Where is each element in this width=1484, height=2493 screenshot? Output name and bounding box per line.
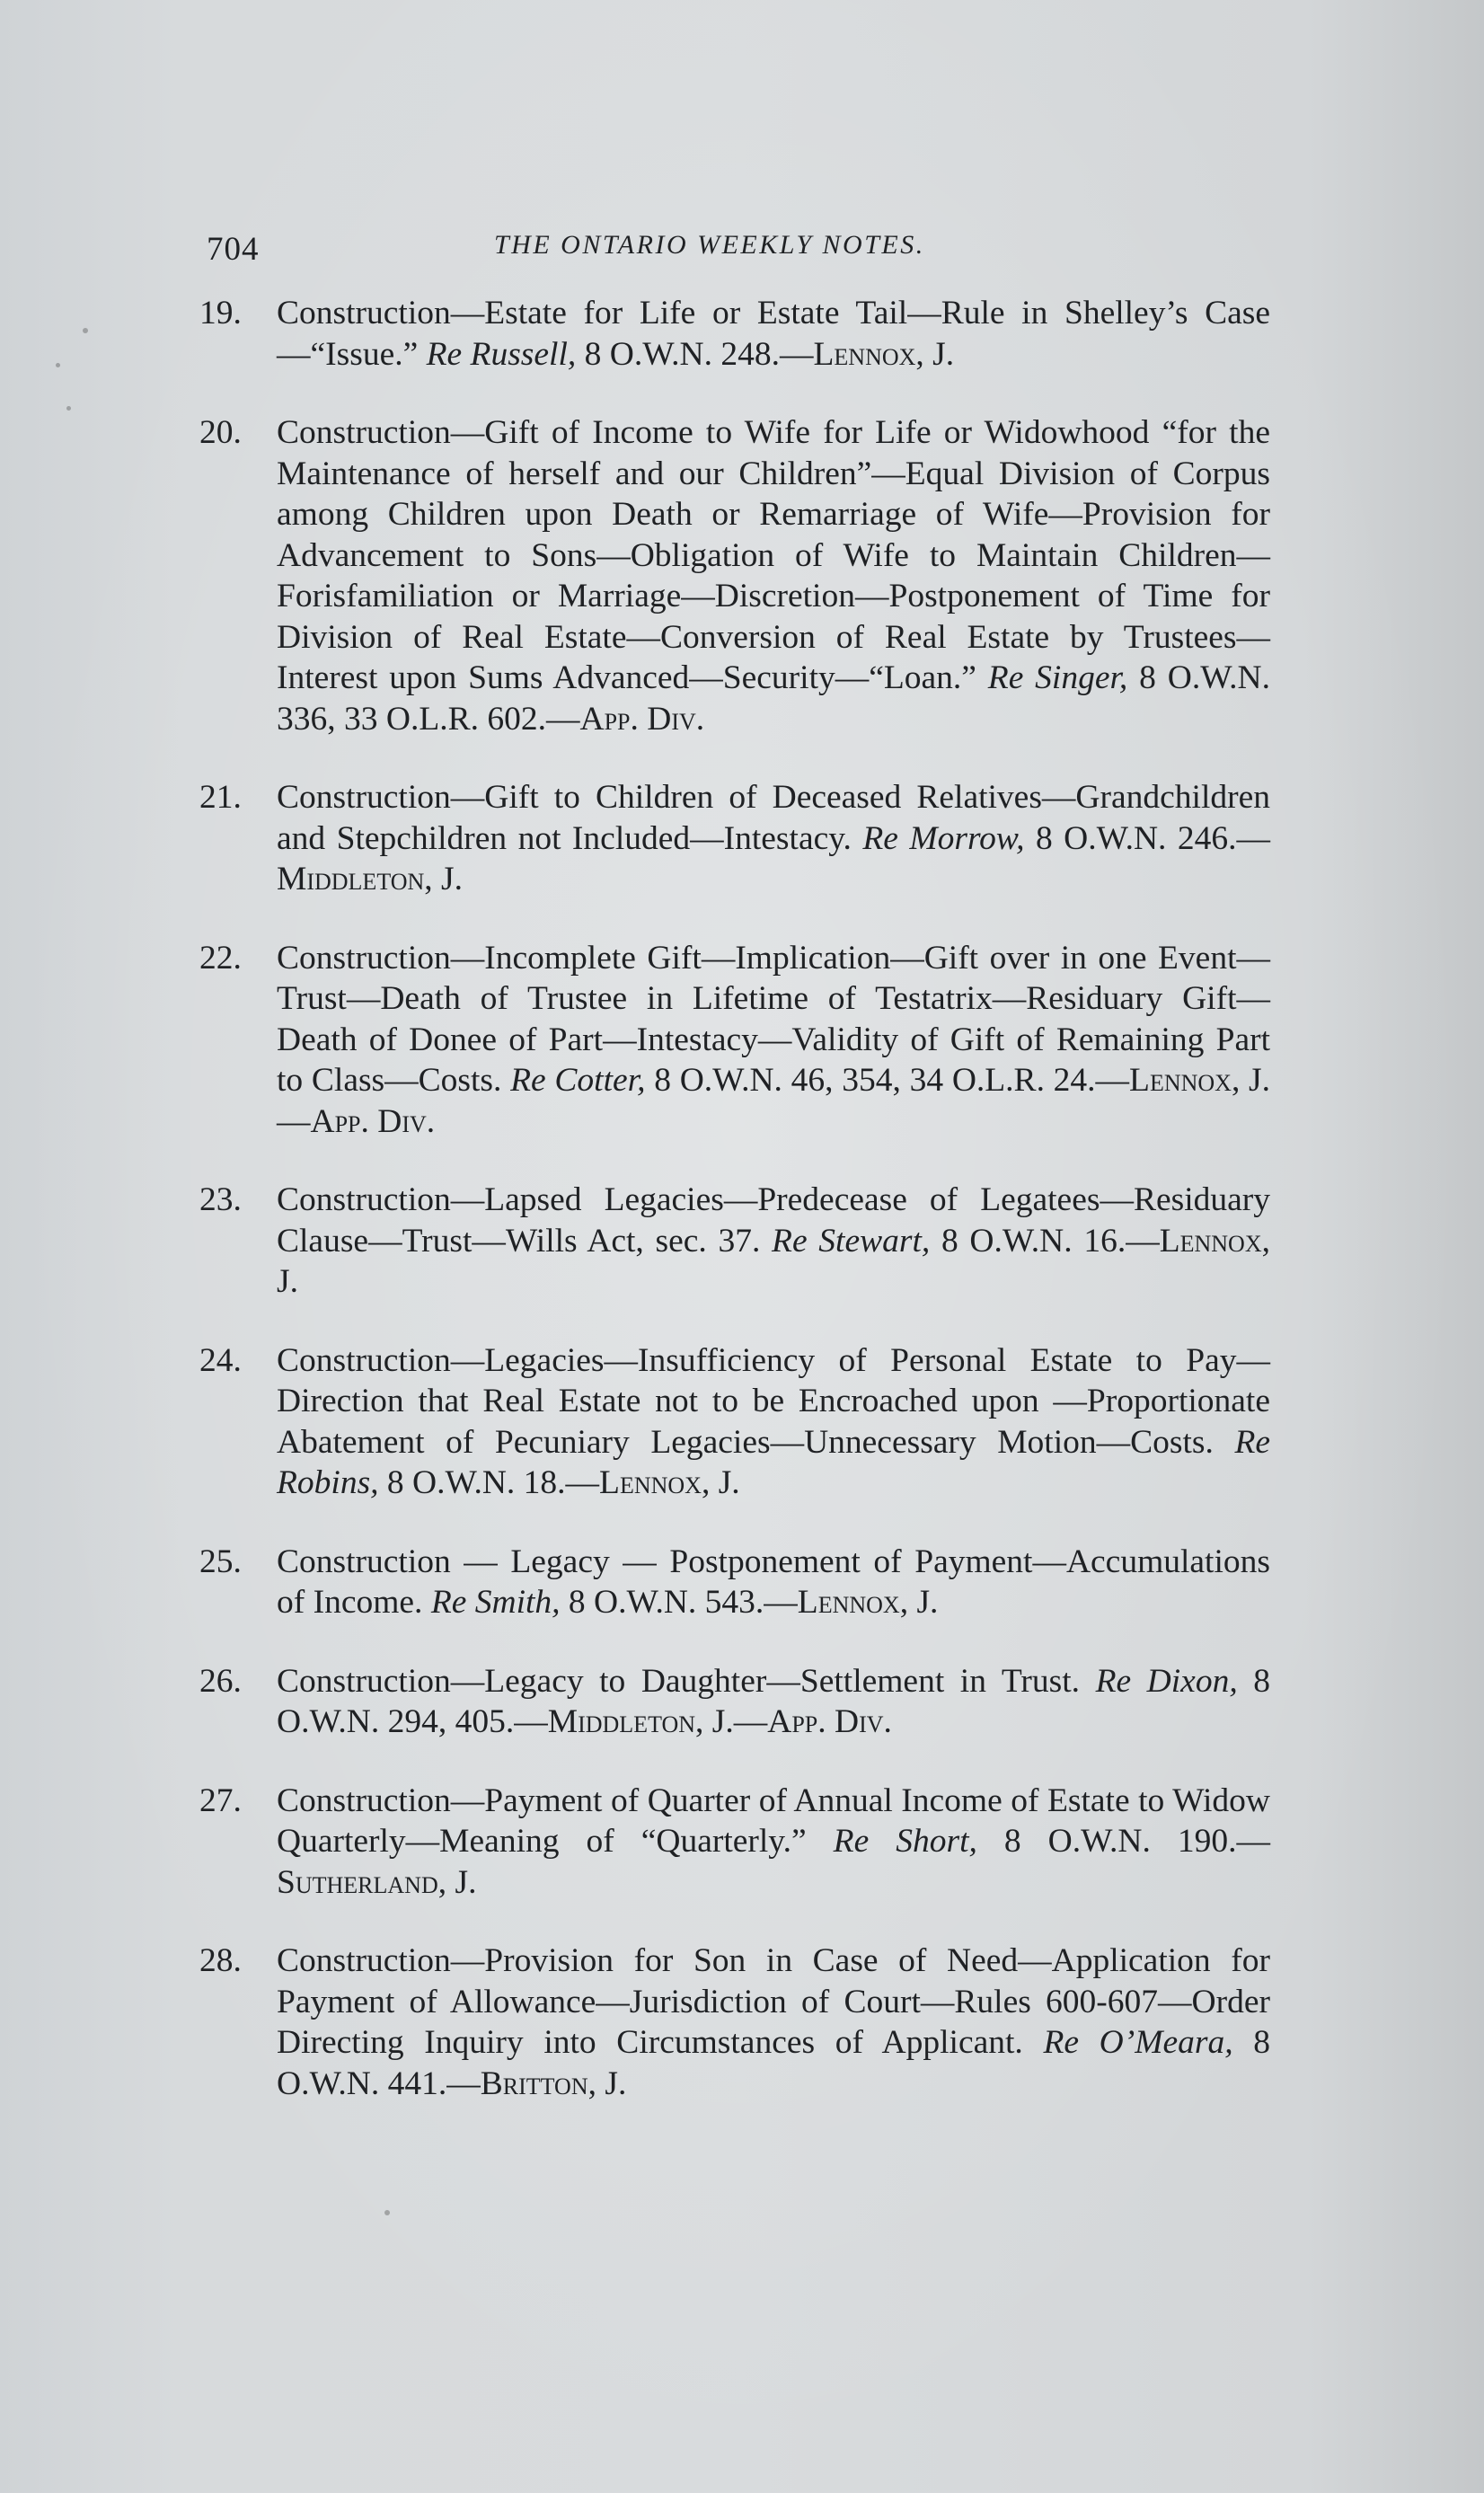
citation: 8 O.W.N. 441.— — [277, 2024, 1270, 2102]
judge: Lennox, J. — [277, 1222, 1270, 1300]
entry-number: 27. — [199, 1781, 242, 1819]
entry-number: 20. — [199, 414, 242, 451]
entry-text — [277, 1781, 1270, 1904]
entry-list — [199, 293, 1270, 2142]
entry-text — [277, 1661, 1270, 1743]
list-item — [199, 1661, 1270, 1743]
list-item — [199, 1542, 1270, 1623]
entry-text — [277, 1542, 1270, 1623]
case-name: Re Cotter, — [510, 1062, 646, 1099]
case-name: Re Stewart, — [772, 1222, 931, 1260]
entry-number: 25. — [199, 1543, 242, 1580]
entry-heading: Construction—Legacies—Insufficiency of Personal Estate to Pay—Direction that Real Estate not to be Encroached upon —Proportionate Abatement of Pecuniary Legacies—Unnecessary Motion—Costs. — [277, 1341, 1270, 1461]
entry-number: 23. — [199, 1181, 242, 1218]
judge: Sutherland, J. — [277, 1863, 477, 1901]
entry-number: 21. — [199, 779, 242, 816]
citation: 8 O.W.N. 246.— — [1035, 819, 1270, 857]
case-name: Re Singer, — [987, 659, 1128, 696]
entry-number: 22. — [199, 939, 242, 977]
citation: 8 O.W.N. 543.— — [568, 1584, 798, 1621]
judge: App. Div. — [579, 700, 705, 738]
entry-heading: Construction—Lapsed Legacies—Predecease of Legatees—Residuary Clause—Trust—Wills Act, sec. 37. — [277, 1181, 1270, 1260]
case-name: Re Short, — [833, 1823, 977, 1860]
paper-speck — [83, 328, 88, 333]
running-head: THE ONTARIO WEEKLY NOTES. — [494, 230, 925, 260]
paper-speck — [66, 406, 71, 411]
citation: 8 O.W.N. 248.— — [584, 335, 814, 373]
entry-heading: Construction — Legacy — Postponement of Payment—Accumulations of Income. — [277, 1543, 1270, 1621]
case-name: Re Russell, — [426, 335, 577, 373]
entry-text — [277, 293, 1270, 375]
list-item — [199, 938, 1270, 1143]
case-name: Re Dixon, — [1095, 1662, 1238, 1700]
judge: Lennox, J. — [599, 1464, 740, 1501]
judge: Middleton, J.—App. Div. — [547, 1703, 892, 1740]
entry-heading: Construction—Provision for Son in Case of Need—Application for Payment of Allowance—Jurisdiction of Court—Rules 600-607—Order Directing Inquiry into Circumstances of Applicant. — [277, 1942, 1270, 2061]
paper-speck — [384, 2210, 390, 2215]
list-item — [199, 1781, 1270, 1904]
entry-text — [277, 938, 1270, 1143]
citation: 8 O.W.N. 46, 354, 34 O.L.R. 24.— — [654, 1062, 1130, 1099]
case-name: Re Robins, — [277, 1423, 1270, 1501]
case-name: Re Smith, — [430, 1584, 561, 1621]
entry-heading: Construction—Gift to Children of Deceased Relatives—Grandchildren and Stepchildren not Included—Intestacy. — [277, 779, 1270, 857]
citation: 8 O.W.N. 16.— — [941, 1222, 1160, 1260]
entry-text — [277, 1940, 1270, 2104]
entry-number: 19. — [199, 295, 242, 332]
entry-heading: Construction—Payment of Quarter of Annual Income of Estate to Widow Quarterly—Meaning of “Quarterly.” — [277, 1781, 1270, 1860]
list-item — [199, 1180, 1270, 1303]
page-number: 704 — [207, 231, 260, 268]
citation: 8 O.W.N. 190.— — [1003, 1823, 1271, 1860]
list-item — [199, 293, 1270, 375]
judge: Lennox, J. — [797, 1584, 939, 1621]
entry-text — [277, 1340, 1270, 1504]
entry-heading: Construction—Gift of Income to Wife for Life or Widowhood “for the Maintenance of herself and our Children”—Equal Division of Corpus among Children upon Death or Remarriage of Wife—Provision for Advancement to Sons—Obligation of Wife to Maintain Children—Forisfamiliation or Marriage—Discretion—Postponement of Time for Division of Real Estate—Conversion of Real Estate by Trustees—Interest upon Sums Advanced—Security—“Loan.” — [277, 414, 1270, 696]
entry-number: 26. — [199, 1662, 242, 1700]
citation: 8 O.W.N. 294, 405.— — [277, 1662, 1271, 1740]
judge: Lennox, J.—App. Div. — [277, 1062, 1271, 1140]
entry-text — [277, 412, 1270, 739]
citation: 8 O.W.N. 18.— — [386, 1464, 600, 1501]
judge: Britton, J. — [480, 2064, 627, 2102]
list-item — [199, 1940, 1270, 2104]
list-item — [199, 1340, 1270, 1504]
list-item — [199, 777, 1270, 900]
judge: Middleton, J. — [277, 861, 464, 897]
entry-number: 28. — [199, 1942, 242, 1979]
case-name: Re Morrow, — [862, 819, 1025, 857]
entry-heading: Construction—Estate for Life or Estate Tail—Rule in Shelley’s Case—“Issue.” — [277, 295, 1270, 373]
page-header — [207, 225, 1267, 278]
entry-heading: Construction—Incomplete Gift—Implication—Gift over in one Event—Trust—Death of Trustee in Lifetime of Testatrix—Residuary Gift—Death of Donee of Part—Intestacy—Validity of Gift of Remaining Part to Class—Costs. — [277, 939, 1270, 1099]
entry-text — [277, 777, 1270, 900]
entry-text — [277, 1180, 1270, 1303]
citation: 8 O.W.N. 336, 33 O.L.R. 602.— — [277, 659, 1270, 738]
list-item — [199, 412, 1270, 739]
case-name: Re O’Meara, — [1043, 2024, 1233, 2061]
entry-heading: Construction—Legacy to Daughter—Settlement in Trust. — [277, 1662, 1081, 1700]
judge: Lennox, J. — [813, 335, 955, 373]
paper-speck — [56, 363, 60, 367]
entry-number: 24. — [199, 1341, 242, 1379]
